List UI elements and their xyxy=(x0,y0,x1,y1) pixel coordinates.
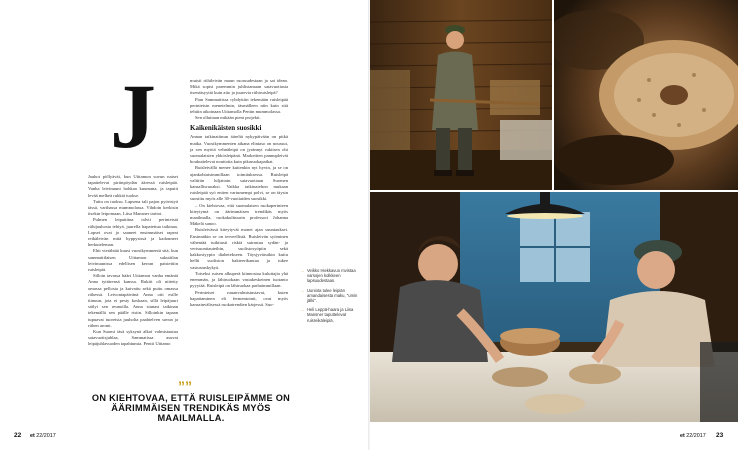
paragraph: muisti riihileivän maun ruoruudestaan ja sai idean. Mikä sopisi paremmin juhlistamaan satavuotiasta itsenäisyyttä kuin aito ja juurevia riihiruisleipä? xyxy=(190,78,288,96)
section-subheading: Kaikenikäisten suosikki xyxy=(190,124,262,133)
folio-left xyxy=(30,433,56,439)
arrow-icon: → xyxy=(300,268,305,273)
arrow-icon: → xyxy=(300,307,305,313)
paragraph: Silloin tavassa häärt Uittamon vanha emäntä Anna tyttärensä kanssa. Rukiit oli niitetty omassa pellosta ja kuivattu sekä puitu omassa riihessä. Leivontapäivänä Anna otti esille tiinuun, jota ei pesty koskaan, sillä leipäjuuri säilyi sen reunoilla. Anna siunasi taikinan tekemällä sen päälle ristin. Silloinkin tapaan tupuavat tuoreista juuholta paahtelven savun ja riihen aromi. xyxy=(88,273,178,328)
caption-item xyxy=(300,307,366,323)
caption-text: Heli Leppä-haara ja Liisa Mansner taputtelevat ruisreikäleipiä. xyxy=(307,307,354,323)
caption-item xyxy=(300,268,366,284)
article-column-b xyxy=(190,78,288,308)
photo-bread-closeup xyxy=(554,0,738,190)
paragraph: Toiseksi ruisen alkuperä kiinnostaa kuluttajia yhä enemmän, ja lähiruokaan vastakeskeinen tuotanto pyyytää. Ruisleipä on lähiruokaa parhaimmillaan. xyxy=(190,270,288,289)
caption-text: Uuniota tulee leipiän amandaisesta maku, "umin jälki". xyxy=(307,287,358,304)
pull-quote: ON KIEHTOVAA, ETTÄ RUISLEIPÄMME ON ÄÄRIMMÄISEN TRENDIKÄS MYÖS MAAILMALLA. xyxy=(91,393,291,424)
quote-mark-icon: ”” xyxy=(178,378,192,394)
paragraph: Ruisleivässä kiteytyvät monet ajan suuntaukset. Ensinnäkin se on terveellistä. Ruisleivän syöminen vähentää tutkitusti riskiä sairastua sydän- ja verisuonitauteihin, suolistosyöpiin sekä kakkostyypin diabetekseen. Täysjyväruikin kuitu hellii suoliston bakteerikantaa ja tukee vastustuskykyä. xyxy=(190,227,288,270)
photo-man-with-bread-peel xyxy=(370,0,552,190)
drop-initial: J xyxy=(110,65,156,167)
photo-women-baking xyxy=(370,192,738,422)
issue-number: 22/2017 xyxy=(36,433,56,439)
issue-number: 22/2017 xyxy=(686,433,706,439)
magazine-name: et xyxy=(30,433,35,439)
magazine-name: et xyxy=(680,433,685,439)
page-number-right: 23 xyxy=(716,432,724,439)
paragraph: Jauhot pöllyävät, kun Uittamon suvun naiset tapattelevat pirtinpöydän ääressä ruisleipää. Vanha leivinuuni hohkaa kuumana, ja taputit levää melkeä rukkiä tuokse. xyxy=(88,174,178,198)
paragraph: – On kiehtovaa, että suomalaisen ruokaperinteen kiteytymä on äärimmäisen trendikäs myös maailmalla, ruokakulttuurin professori Johanna Mäkelä sanoo. xyxy=(190,202,288,227)
paragraph: Annan taikinatiinun ääreltä nykypäivään on pitkä matka. Vuosikymmenten aikana elintaso on noussut, ja sen myötä vehnäleipä on jyrännyt rukiisen ohi suomalaisten ykkösleipänä. Markettien pannupleivät houkuttelevat nouttoita kuin pikaruokapaikat. xyxy=(190,134,288,165)
photo-captions xyxy=(300,268,366,327)
paragraph: Ruisleivällä menee kuitenkin nyt hyvin, ja se on ajankohtaisimmillaan toimituksessa. Ruisleipä valittiin hiljattain satavuotiaan Suomen kansallisruoaksi. Vaikka taikinatehon mukaan ruisleipää syö eniten vartumempi polvi, se on täysin suosittu myös alle 30-vuotiaiden suosikki. xyxy=(190,165,288,202)
paragraph: Pulmen leipattiina talvii perinteistä riihijauhosta tehtyä, juurella hapatettua taikinaa. Lapset ovat jo saaneet ensimmäiset rapeat reikäleivän mitä hyppysissä ja kadonneet herkuteleman. xyxy=(88,217,178,248)
paragraph: Tuttu on tuoksu. Lapsena tali pajon pyöristyä tässä, varihassa mummolassa. Vihdoin kerkisin itsekin leipomaan, Liisa Mansner tarttoi. xyxy=(88,198,178,217)
paragraph: Perinteiset ruuanvalmistustavat, kuten hapattaminen eli fermentointi, ovat myös kansainvälisessä ruokatrendien kärjessä. Suo- xyxy=(190,289,288,307)
paragraph: Ehti vierähtää kuusi vuosikymmentä sitä, kun sammattilaisen Uittamon sukuttilan leivinuunissa edellisen kerran paistettiin ruisleipiä. xyxy=(88,248,178,273)
caption-text: Veikko Hiekkavuo mvistaa varsojen kolkkeen lapsuudestaan. xyxy=(307,268,356,284)
paragraph: Kun Suomi täsä syksynä alkoi valmistautua satavuotisjuhlaa, Sammatissa asuvat leipäjuhlavuoden tapahtumia. Pentti Uittamo xyxy=(88,329,178,347)
page-number-left: 22 xyxy=(14,432,22,439)
article-column-a xyxy=(88,174,178,348)
paragraph: Pian Sammattissa ryhdyttiin tekemään ruisleipää perinteisin menetelmin, täsmälleen niin kuin sitä tehtiin aikoinaan Uittamolla Pentin mummolassa. xyxy=(190,96,288,115)
paragraph: Sen olluttaan mikään pieni projekti. xyxy=(195,115,261,121)
caption-item xyxy=(300,288,366,304)
folio-right xyxy=(680,433,706,439)
arrow-icon: → xyxy=(300,287,305,293)
